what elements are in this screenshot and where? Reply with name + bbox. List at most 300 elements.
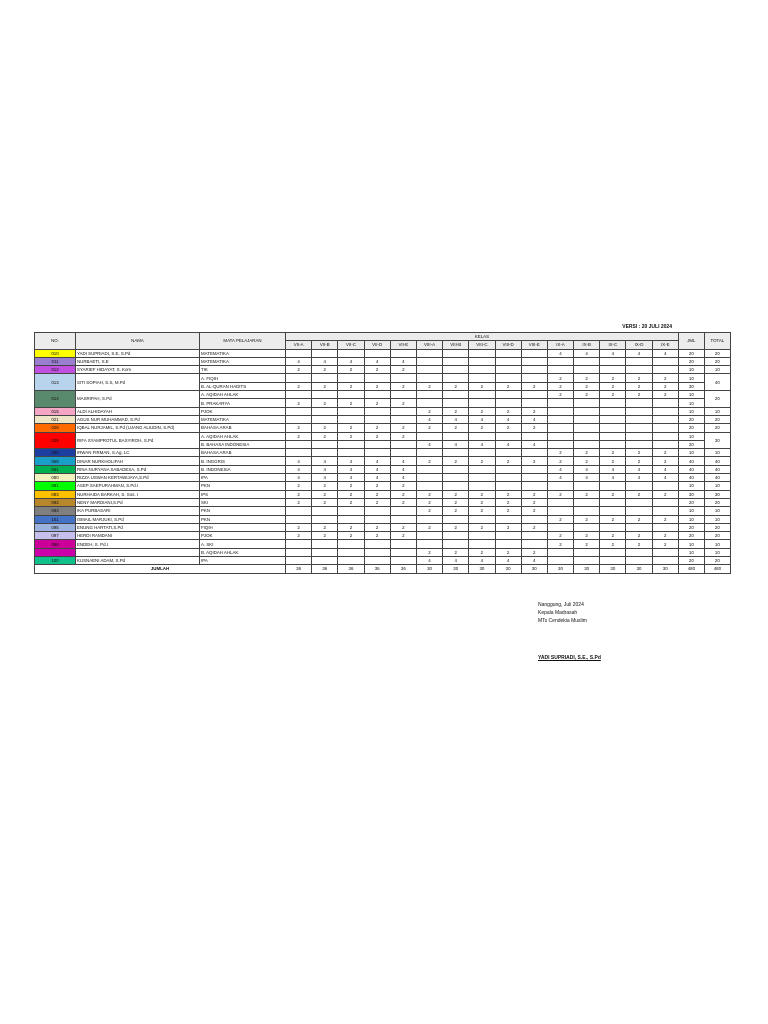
hours-cell: 2 bbox=[626, 457, 652, 465]
jumlah-cell: 36 bbox=[286, 565, 312, 573]
hours-cell: 2 bbox=[469, 498, 495, 506]
table-row bbox=[35, 532, 731, 540]
hours-cell bbox=[652, 432, 678, 440]
hours-cell bbox=[443, 482, 469, 490]
hours-cell: 2 bbox=[364, 523, 390, 531]
class-header-viii-a: VIII-A bbox=[416, 341, 442, 349]
subject: IPA bbox=[200, 474, 286, 482]
hours-cell: 2 bbox=[469, 407, 495, 415]
hours-cell bbox=[364, 391, 390, 399]
hours-cell bbox=[652, 366, 678, 374]
hours-cell bbox=[600, 498, 626, 506]
hours-cell bbox=[286, 449, 312, 457]
table-row bbox=[35, 515, 731, 523]
subject: PJOK bbox=[200, 532, 286, 540]
total-cell: 20 bbox=[704, 523, 730, 531]
hours-cell: 4 bbox=[312, 465, 338, 473]
hours-cell bbox=[469, 399, 495, 407]
hours-cell: 2 bbox=[600, 382, 626, 390]
hours-cell: 4 bbox=[312, 474, 338, 482]
jml-cell: 10 bbox=[678, 507, 704, 515]
hours-cell bbox=[652, 523, 678, 531]
hours-cell bbox=[521, 540, 547, 548]
subject: B. PRAKARYA bbox=[200, 399, 286, 407]
hours-cell bbox=[443, 399, 469, 407]
hours-cell bbox=[547, 557, 573, 565]
hours-cell: 4 bbox=[574, 349, 600, 357]
hours-cell bbox=[469, 357, 495, 365]
hours-cell bbox=[364, 515, 390, 523]
teacher-name: RIFA SYAMPROTUL BASYIROH, S.Pd bbox=[76, 432, 200, 449]
hours-cell: 2 bbox=[469, 507, 495, 515]
hours-cell: 4 bbox=[312, 457, 338, 465]
hours-cell: 2 bbox=[286, 432, 312, 440]
hours-cell: 2 bbox=[626, 515, 652, 523]
hours-cell bbox=[652, 557, 678, 565]
jml-cell: 10 bbox=[678, 374, 704, 382]
class-header-viii-d: VIII-D bbox=[495, 341, 521, 349]
total-cell: 40 bbox=[704, 474, 730, 482]
hours-cell: 2 bbox=[443, 424, 469, 432]
hours-cell bbox=[469, 391, 495, 399]
hours-cell bbox=[416, 399, 442, 407]
hours-cell: 4 bbox=[416, 440, 442, 448]
teacher-name: ASEP SAEPURAHMAN, S.Pd.I bbox=[76, 482, 200, 490]
total-cell: 40 bbox=[704, 374, 730, 391]
total-cell: 20 bbox=[704, 532, 730, 540]
total-cell: 10 bbox=[704, 540, 730, 548]
hours-cell: 4 bbox=[574, 465, 600, 473]
subject: SKI bbox=[200, 498, 286, 506]
hours-cell: 4 bbox=[547, 465, 573, 473]
class-header-ix-a: IX-A bbox=[547, 341, 573, 349]
hours-cell: 2 bbox=[338, 490, 364, 498]
hours-cell: 2 bbox=[547, 391, 573, 399]
hours-cell bbox=[338, 391, 364, 399]
hours-cell: 2 bbox=[495, 407, 521, 415]
hours-cell bbox=[652, 548, 678, 556]
hours-cell bbox=[469, 540, 495, 548]
teacher-code: 011 bbox=[35, 357, 76, 365]
hours-cell: 2 bbox=[286, 532, 312, 540]
subject: PKN bbox=[200, 482, 286, 490]
hours-cell bbox=[547, 366, 573, 374]
class-header-vii-c: VII-C bbox=[338, 341, 364, 349]
hours-cell: 4 bbox=[364, 474, 390, 482]
class-header-vii-a: VII-A bbox=[286, 341, 312, 349]
hours-cell: 2 bbox=[286, 399, 312, 407]
hours-cell: 4 bbox=[390, 357, 416, 365]
hours-cell: 2 bbox=[286, 382, 312, 390]
hours-cell: 2 bbox=[521, 457, 547, 465]
hours-cell bbox=[652, 482, 678, 490]
hours-cell bbox=[652, 440, 678, 448]
hours-cell: 2 bbox=[495, 490, 521, 498]
hours-cell: 2 bbox=[390, 532, 416, 540]
hours-cell bbox=[443, 349, 469, 357]
hours-cell: 2 bbox=[574, 374, 600, 382]
hours-cell bbox=[286, 557, 312, 565]
jml-cell: 40 bbox=[678, 465, 704, 473]
jml-cell: 20 bbox=[678, 357, 704, 365]
hours-cell bbox=[495, 432, 521, 440]
hours-cell bbox=[364, 374, 390, 382]
teacher-name: YADI SUPRIADI, S.E, S.Pd bbox=[76, 349, 200, 357]
hours-cell bbox=[286, 440, 312, 448]
header-no: NO. bbox=[35, 333, 76, 350]
hours-cell: 2 bbox=[652, 515, 678, 523]
hours-cell bbox=[390, 507, 416, 515]
hours-cell bbox=[521, 515, 547, 523]
hours-cell bbox=[469, 465, 495, 473]
hours-cell bbox=[416, 482, 442, 490]
hours-cell: 2 bbox=[652, 490, 678, 498]
hours-cell bbox=[443, 449, 469, 457]
hours-cell bbox=[312, 440, 338, 448]
subject: B. AL-QURAN HADITS bbox=[200, 382, 286, 390]
hours-cell bbox=[574, 557, 600, 565]
hours-cell bbox=[364, 540, 390, 548]
teacher-name: IQBAL NURJAMIL, S.Pd (UJANG ALIUDIN, S.Pd) bbox=[76, 424, 200, 432]
table-row bbox=[35, 432, 731, 440]
hours-cell: 2 bbox=[469, 457, 495, 465]
hours-cell bbox=[495, 532, 521, 540]
hours-cell: 2 bbox=[521, 490, 547, 498]
teacher-code: 028 bbox=[35, 424, 76, 432]
total-cell: 10 bbox=[704, 482, 730, 490]
hours-cell: 2 bbox=[574, 382, 600, 390]
hours-cell bbox=[521, 465, 547, 473]
hours-cell: 2 bbox=[364, 424, 390, 432]
class-header-viii-b: VIII-B bbox=[443, 341, 469, 349]
hours-cell bbox=[312, 449, 338, 457]
hours-cell: 2 bbox=[390, 382, 416, 390]
subject: PJOK bbox=[200, 407, 286, 415]
hours-cell bbox=[574, 507, 600, 515]
hours-cell: 2 bbox=[390, 366, 416, 374]
teacher-code: 100 bbox=[35, 557, 76, 565]
total-cell: 20 bbox=[704, 557, 730, 565]
hours-cell: 4 bbox=[652, 465, 678, 473]
hours-cell: 4 bbox=[521, 415, 547, 423]
hours-cell: 4 bbox=[521, 557, 547, 565]
hours-cell: 2 bbox=[626, 449, 652, 457]
hours-cell: 2 bbox=[521, 407, 547, 415]
hours-cell bbox=[547, 498, 573, 506]
table-row bbox=[35, 457, 731, 465]
hours-cell: 2 bbox=[312, 498, 338, 506]
jumlah-cell: 30 bbox=[521, 565, 547, 573]
hours-cell: 4 bbox=[626, 465, 652, 473]
hours-cell: 2 bbox=[600, 374, 626, 382]
hours-cell bbox=[338, 540, 364, 548]
hours-cell: 2 bbox=[469, 523, 495, 531]
hours-cell: 2 bbox=[574, 449, 600, 457]
hours-cell: 2 bbox=[547, 449, 573, 457]
teacher-name: ISMAIL MARJUKI, S.Pd bbox=[76, 515, 200, 523]
hours-cell bbox=[547, 440, 573, 448]
hours-cell: 2 bbox=[312, 424, 338, 432]
hours-cell: 2 bbox=[312, 382, 338, 390]
class-header-ix-c: IX-C bbox=[600, 341, 626, 349]
hours-cell: 2 bbox=[416, 523, 442, 531]
total-cell: 10 bbox=[704, 515, 730, 523]
hours-cell: 2 bbox=[443, 457, 469, 465]
teacher-name: DINAR NURKHOLIFAH bbox=[76, 457, 200, 465]
table-row bbox=[35, 540, 731, 548]
hours-cell bbox=[312, 391, 338, 399]
hours-cell: 2 bbox=[600, 490, 626, 498]
hours-cell: 4 bbox=[286, 474, 312, 482]
hours-cell bbox=[574, 399, 600, 407]
teacher-name: ENUNG HARTATI,S.Pd bbox=[76, 523, 200, 531]
hours-cell: 2 bbox=[547, 457, 573, 465]
hours-cell: 2 bbox=[286, 482, 312, 490]
jml-cell: 10 bbox=[678, 540, 704, 548]
hours-cell bbox=[600, 357, 626, 365]
hours-cell: 2 bbox=[286, 366, 312, 374]
hours-cell: 2 bbox=[390, 523, 416, 531]
hours-cell: 2 bbox=[390, 424, 416, 432]
hours-cell: 2 bbox=[652, 382, 678, 390]
hours-cell bbox=[338, 415, 364, 423]
total-cell: 10 bbox=[704, 449, 730, 457]
jumlah-cell: 30 bbox=[600, 565, 626, 573]
hours-cell bbox=[416, 357, 442, 365]
hours-cell: 2 bbox=[390, 432, 416, 440]
teacher-name bbox=[76, 548, 200, 556]
jml-cell: 10 bbox=[678, 366, 704, 374]
hours-cell: 2 bbox=[312, 490, 338, 498]
hours-cell: 2 bbox=[364, 366, 390, 374]
subject: MATEMATIKA bbox=[200, 349, 286, 357]
hours-cell bbox=[338, 557, 364, 565]
hours-cell: 2 bbox=[312, 366, 338, 374]
total-cell: 10 bbox=[704, 366, 730, 374]
hours-cell: 2 bbox=[600, 391, 626, 399]
hours-cell bbox=[312, 548, 338, 556]
hours-cell: 2 bbox=[286, 490, 312, 498]
table-row bbox=[35, 391, 731, 399]
footer-position: Kepala Madrasah bbox=[538, 610, 578, 616]
jumlah-cell: 30 bbox=[469, 565, 495, 573]
teacher-code: 015 bbox=[35, 407, 76, 415]
hours-cell: 2 bbox=[600, 449, 626, 457]
hours-cell: 4 bbox=[286, 357, 312, 365]
hours-cell bbox=[443, 465, 469, 473]
teacher-code: 101 bbox=[35, 515, 76, 523]
table-row bbox=[35, 498, 731, 506]
hours-cell: 4 bbox=[390, 457, 416, 465]
hours-cell: 2 bbox=[495, 457, 521, 465]
jml-cell: 40 bbox=[678, 457, 704, 465]
class-header-viii-e: VIII-E bbox=[521, 341, 547, 349]
subject: BAHASA ARAB bbox=[200, 424, 286, 432]
hours-cell bbox=[547, 424, 573, 432]
hours-cell bbox=[443, 540, 469, 548]
hours-cell bbox=[521, 474, 547, 482]
teacher-code: 058 bbox=[35, 457, 76, 465]
hours-cell bbox=[338, 548, 364, 556]
header-kelas: KELAS bbox=[286, 333, 679, 341]
hours-cell bbox=[626, 482, 652, 490]
table-body bbox=[35, 349, 731, 573]
hours-cell: 4 bbox=[600, 465, 626, 473]
hours-cell bbox=[521, 349, 547, 357]
subject: B. BAHASA INDONESIA bbox=[200, 440, 286, 448]
hours-cell: 2 bbox=[443, 548, 469, 556]
hours-cell bbox=[469, 366, 495, 374]
hours-cell: 2 bbox=[416, 548, 442, 556]
hours-cell: 4 bbox=[416, 557, 442, 565]
hours-cell bbox=[364, 449, 390, 457]
jumlah-cell: 30 bbox=[626, 565, 652, 573]
hours-cell bbox=[416, 474, 442, 482]
hours-cell: 2 bbox=[338, 366, 364, 374]
subject: A. SKI bbox=[200, 540, 286, 548]
header-total: TOTAL bbox=[704, 333, 730, 350]
hours-cell bbox=[364, 415, 390, 423]
hours-cell bbox=[469, 532, 495, 540]
teacher-name: NURHAIDA BARKAH, S. Sos. I bbox=[76, 490, 200, 498]
hours-cell bbox=[390, 440, 416, 448]
teacher-code: 012 bbox=[35, 366, 76, 374]
hours-cell bbox=[338, 440, 364, 448]
hours-cell: 2 bbox=[469, 424, 495, 432]
hours-cell bbox=[469, 349, 495, 357]
hours-cell bbox=[495, 482, 521, 490]
jml-cell: 20 bbox=[678, 532, 704, 540]
hours-cell bbox=[652, 507, 678, 515]
hours-cell bbox=[286, 507, 312, 515]
teacher-code: 098 bbox=[35, 540, 76, 548]
hours-cell bbox=[547, 482, 573, 490]
hours-cell: 2 bbox=[652, 457, 678, 465]
hours-cell: 2 bbox=[443, 382, 469, 390]
subject: MATEMATIKA bbox=[200, 415, 286, 423]
hours-cell bbox=[652, 415, 678, 423]
hours-cell: 2 bbox=[547, 515, 573, 523]
hours-cell bbox=[574, 407, 600, 415]
hours-cell bbox=[338, 407, 364, 415]
hours-cell bbox=[364, 548, 390, 556]
hours-cell bbox=[600, 407, 626, 415]
hours-cell bbox=[495, 366, 521, 374]
hours-cell: 2 bbox=[469, 490, 495, 498]
hours-cell bbox=[600, 366, 626, 374]
hours-cell: 4 bbox=[338, 465, 364, 473]
teacher-code: 097 bbox=[35, 532, 76, 540]
hours-cell: 2 bbox=[338, 498, 364, 506]
teacher-code: 093 bbox=[35, 507, 76, 515]
table-row bbox=[35, 407, 731, 415]
hours-cell: 2 bbox=[364, 382, 390, 390]
jumlah-cell: 30 bbox=[547, 565, 573, 573]
table-row bbox=[35, 374, 731, 382]
jumlah-row bbox=[35, 565, 731, 573]
jml-cell: 20 bbox=[678, 557, 704, 565]
hours-cell bbox=[495, 449, 521, 457]
hours-cell bbox=[547, 432, 573, 440]
subject: PKN bbox=[200, 515, 286, 523]
subject: A. AQIDAH AHLAK bbox=[200, 432, 286, 440]
hours-cell bbox=[416, 374, 442, 382]
hours-cell bbox=[547, 548, 573, 556]
hours-cell bbox=[652, 407, 678, 415]
hours-cell bbox=[443, 374, 469, 382]
hours-cell bbox=[652, 399, 678, 407]
total-cell: 40 bbox=[704, 465, 730, 473]
hours-cell: 2 bbox=[574, 490, 600, 498]
hours-cell: 2 bbox=[521, 498, 547, 506]
hours-cell bbox=[390, 540, 416, 548]
class-header-ix-d: IX-D bbox=[626, 341, 652, 349]
hours-cell bbox=[600, 415, 626, 423]
hours-cell: 4 bbox=[521, 440, 547, 448]
hours-cell: 2 bbox=[574, 532, 600, 540]
hours-cell: 2 bbox=[626, 374, 652, 382]
table-row bbox=[35, 482, 731, 490]
hours-cell bbox=[469, 449, 495, 457]
hours-cell bbox=[338, 349, 364, 357]
hours-cell: 4 bbox=[416, 415, 442, 423]
hours-cell: 2 bbox=[495, 424, 521, 432]
hours-cell: 2 bbox=[547, 382, 573, 390]
hours-cell bbox=[574, 482, 600, 490]
total-cell: 20 bbox=[704, 391, 730, 408]
hours-cell: 4 bbox=[626, 474, 652, 482]
hours-cell: 2 bbox=[338, 482, 364, 490]
hours-cell bbox=[574, 357, 600, 365]
hours-cell: 2 bbox=[338, 424, 364, 432]
hours-cell bbox=[521, 432, 547, 440]
jml-cell: 40 bbox=[678, 474, 704, 482]
hours-cell: 2 bbox=[416, 498, 442, 506]
hours-cell bbox=[547, 507, 573, 515]
hours-cell bbox=[626, 523, 652, 531]
hours-cell bbox=[626, 399, 652, 407]
hours-cell bbox=[416, 432, 442, 440]
subject: MATEMATIKA bbox=[200, 357, 286, 365]
hours-cell bbox=[390, 548, 416, 556]
subject: PKN bbox=[200, 507, 286, 515]
jml-cell: 10 bbox=[678, 432, 704, 440]
table-row bbox=[35, 507, 731, 515]
hours-cell: 2 bbox=[338, 399, 364, 407]
hours-cell bbox=[626, 548, 652, 556]
hours-cell: 2 bbox=[652, 540, 678, 548]
hours-cell: 2 bbox=[443, 523, 469, 531]
hours-cell: 4 bbox=[600, 349, 626, 357]
hours-cell bbox=[469, 432, 495, 440]
hours-cell bbox=[443, 515, 469, 523]
teacher-code: 021 bbox=[35, 415, 76, 423]
hours-cell: 2 bbox=[286, 523, 312, 531]
hours-cell bbox=[286, 407, 312, 415]
teacher-code: 080 bbox=[35, 474, 76, 482]
hours-cell: 2 bbox=[416, 424, 442, 432]
hours-cell bbox=[416, 540, 442, 548]
hours-cell: 4 bbox=[338, 357, 364, 365]
hours-cell: 2 bbox=[364, 399, 390, 407]
jumlah-cell: 36 bbox=[312, 565, 338, 573]
hours-cell bbox=[574, 548, 600, 556]
class-header-ix-b: IX-B bbox=[574, 341, 600, 349]
footer-place-date: Nanggung, Juli 2024 bbox=[538, 602, 584, 608]
subject: IPA bbox=[200, 557, 286, 565]
teacher-name: RIZZA USWAN KERTAWIJAYA,S.Pd bbox=[76, 474, 200, 482]
teacher-code: 010 bbox=[35, 349, 76, 357]
